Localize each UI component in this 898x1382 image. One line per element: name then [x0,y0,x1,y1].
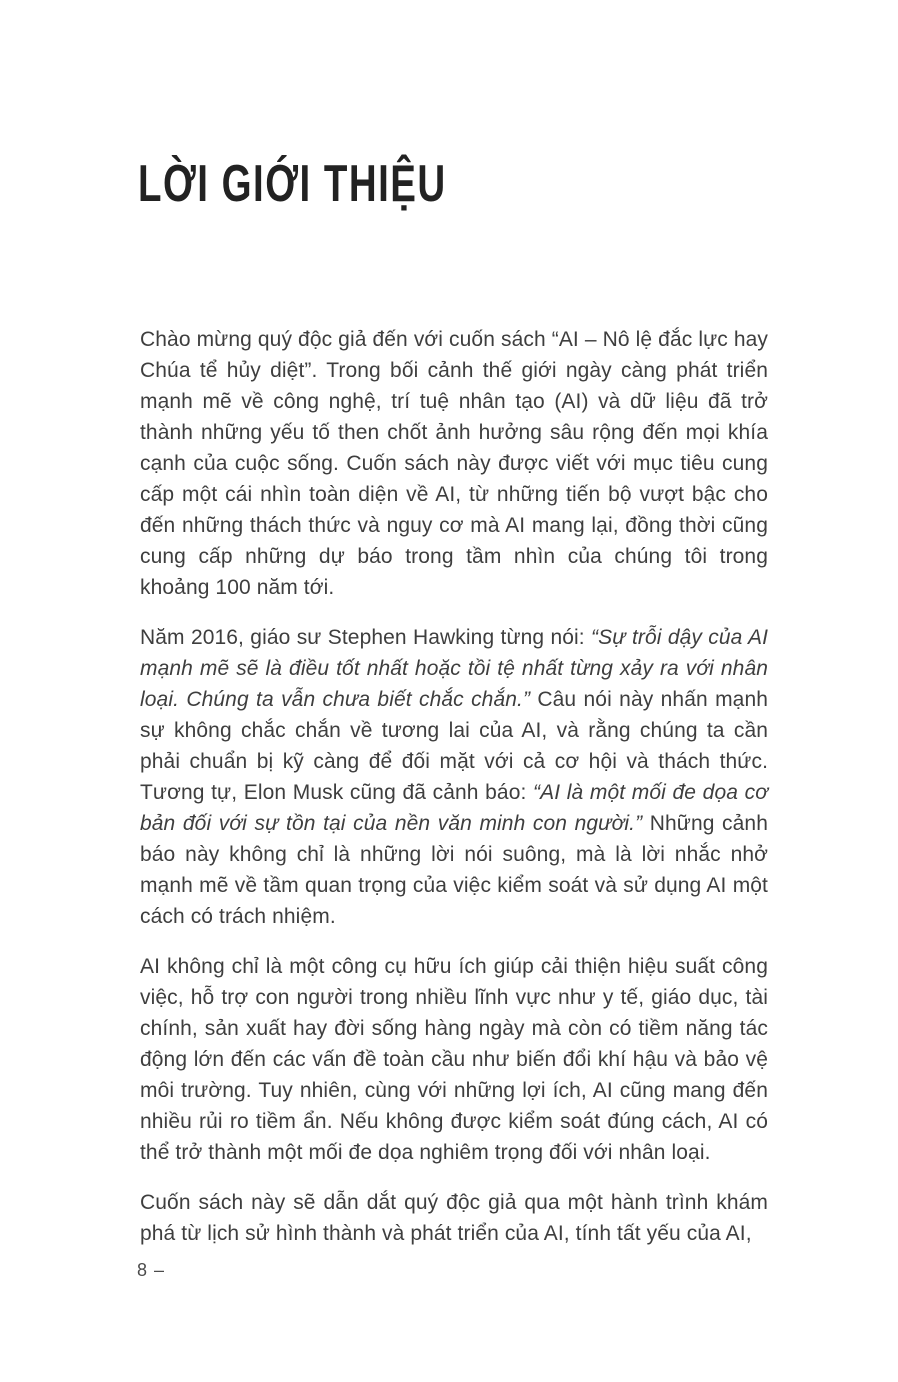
page-title-text: LỜI GIỚI THIỆU [138,155,447,213]
text-segment: Năm 2016, giáo sư Stephen Hawking từng nói: [140,626,592,649]
text-segment: AI không chỉ là một công cụ hữu ích giúp cải thiện hiệu suất công việc, hỗ trợ con người trong nhiều lĩnh vực như y tế, giáo dục, tài chính, sản xuất hay đời sống hàng ngày mà còn có tiềm năng tác động lớn đến các vấn đề toàn cầu như biến đổi khí hậu và bảo vệ môi trường. Tuy nhiên, cùng với những lợi ích, AI cũng mang đến nhiều rủi ro tiềm ẩn. Nếu không được kiểm soát đúng cách, AI có thể trở thành một mối đe dọa nghiêm trọng đối với nhân loại. [140,955,768,1164]
text-segment: Những cảnh báo này không chỉ là những lời nói suông, mà là lời nhắc nhở mạnh mẽ về tầm quan trọng của việc kiểm soát và sử dụng AI một cách có trách nhiệm. [140,812,768,928]
paragraph-quotes [140,622,768,932]
quote-musk: “AI là một mối đe dọa cơ bản đối với sự tồn tại của nền văn minh con người.” [140,781,768,835]
paragraph-intro [140,324,768,603]
text-segment: Chào mừng quý độc giả đến với cuốn sách “AI – Nô lệ đắc lực hay Chúa tể hủy diệt”. Trong bối cảnh thế giới ngày càng phát triển mạnh mẽ về công nghệ, trí tuệ nhân tạo (AI) và dữ liệu đã trở thành những yếu tố then chốt ảnh hưởng sâu rộng đến mọi khía cạnh của cuộc sống. Cuốn sách này được viết với mục tiêu cung cấp một cái nhìn toàn diện về AI, từ những tiến bộ vượt bậc cho đến những thách thức và nguy cơ mà AI mang lại, đồng thời cũng cung cấp những dự báo trong tầm nhìn của chúng tôi trong khoảng 100 năm tới. [140,328,768,599]
text-segment: Câu nói này nhấn mạnh sự không chắc chắn về tương lai của AI, và rằng chúng ta cần phải chuẩn bị kỹ càng để đối mặt với cả cơ hội và thách thức. Tương tự, Elon Musk cũng đã cảnh báo: [140,688,769,804]
paragraph-ai-benefits-risks [140,951,768,1168]
page-number [137,1260,165,1281]
page-number-text: 8 – [137,1260,166,1280]
text-segment: Cuốn sách này sẽ dẫn dắt quý độc giả qua một hành trình khám phá từ lịch sử hình thành và phát triển của AI, tính tất yếu của AI, [140,1191,768,1245]
quote-hawking: “Sự trỗi dậy của AI mạnh mẽ sẽ là điều tốt nhất hoặc tồi tệ nhất từng xảy ra với nhân loại. Chúng ta vẫn chưa biết chắc chắn.” [140,626,769,711]
body-text-block [140,324,768,1268]
page-title [138,152,555,217]
paragraph-journey [140,1187,768,1249]
